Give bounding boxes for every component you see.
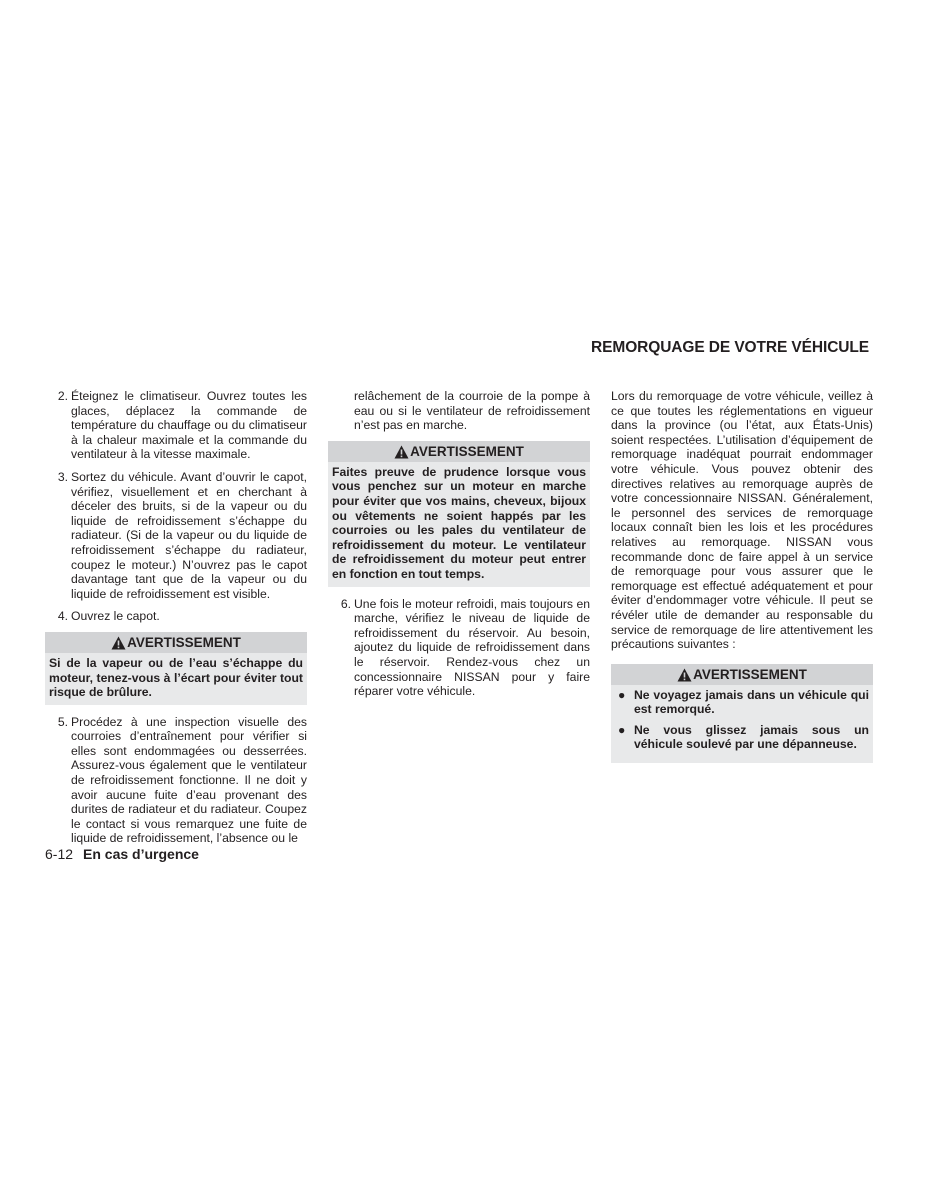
page-footer xyxy=(45,846,199,862)
column-2 xyxy=(328,389,590,707)
item-number: 6. xyxy=(340,596,351,611)
item-text: Éteignez le climatiseur. Ouvrez toutes les glaces, déplacez la commande de température du chauffage ou du climatiseur à la chaleur maximale et la commande du ventilateur à la vitesse maximale. xyxy=(71,389,307,462)
warning-triangle-icon xyxy=(394,445,409,459)
bullet-icon: ● xyxy=(618,687,626,702)
towing-paragraph: Lors du remorquage de votre véhicule, veillez à ce que toutes les réglementations en vigueur dans la province (ou l’état, aux États-Unis) soient respectées. L’utilisation d’équipement de remorquage inadéquat pourrait endommager votre véhicule. Vous pouvez obtenir des directives relatives au remorquage auprès de votre concessionnaire NISSAN. Généralement, le personnel des services de remorquage locaux connaît bien les lois et les procédures relatives au remorquage. NISSAN vous recommande donc de faire appel à un service de remorquage pour vous assurer que le remorquage est effectué adéquatement et pour éviter d’endommager votre véhicule. Il peut se révéler utile de demander au responsable du service de remorquage de lire attentivement les précautions suivantes : xyxy=(611,389,873,652)
list-item xyxy=(328,597,590,699)
item-text: Procédez à une inspection visuelle des courroies d’entraînement pour vérifier si elles sont endommagées ou desserrées. Assurez-vous également que le ventilateur de refroidissement fonctionne. Il ne doit y avoir aucune fuite d’eau provenant des durites de radiateur et du radiateur. Coupez le contact si vous remarquez une fuite de liquide de refroidissement, l’absence ou le xyxy=(71,714,307,846)
warning-header xyxy=(45,632,307,653)
warning-triangle-icon xyxy=(111,636,126,650)
item-number: 4. xyxy=(57,609,68,624)
continued-text: relâchement de la courroie de la pompe à eau ou si le ventilateur de refroidissement n’est pas en marche. xyxy=(354,389,590,433)
item-number: 2. xyxy=(57,389,68,403)
warning-bullets xyxy=(611,685,873,763)
warning-text: Si de la vapeur ou de l’eau s’échappe du moteur, tenez-vous à l’écart pour éviter tout risque de brûlure. xyxy=(45,653,307,705)
warning-header xyxy=(611,664,873,685)
bullet-item xyxy=(615,688,869,717)
bullet-item xyxy=(615,723,869,752)
item-number: 3. xyxy=(57,469,68,484)
warning-box xyxy=(328,441,590,587)
list-item xyxy=(45,715,307,846)
warning-text: Faites preuve de prudence lorsque vous vous penchez sur un moteur en marche pour éviter que vos mains, cheveux, bijoux ou vêtements ne soient happés par les courroies ou les pales du ventilateur de refroidissement du moteur. Le ventilateur de refroidissement du moteur peut entrer en fonction en tout temps. xyxy=(328,462,590,587)
warning-label: AVERTISSEMENT xyxy=(127,634,241,650)
list-item xyxy=(45,389,307,462)
list-item xyxy=(45,609,307,624)
warning-box xyxy=(45,632,307,705)
warning-box xyxy=(611,664,873,763)
item-number: 5. xyxy=(57,714,68,729)
section-title: REMORQUAGE DE VOTRE VÉHICULE xyxy=(591,339,869,356)
list-item xyxy=(45,470,307,601)
bullet-text: Ne voyagez jamais dans un véhicule qui est remorqué. xyxy=(634,687,869,717)
bullet-text: Ne vous glissez jamais sous un véhicule soulevé par une dépanneuse. xyxy=(634,722,869,752)
item-text: Ouvrez le capot. xyxy=(71,609,160,624)
warning-label: AVERTISSEMENT xyxy=(410,443,524,459)
warning-header xyxy=(328,441,590,462)
warning-label: AVERTISSEMENT xyxy=(693,666,807,682)
bullet-icon: ● xyxy=(618,722,626,737)
warning-triangle-icon xyxy=(677,668,692,682)
item-text: Sortez du véhicule. Avant d’ouvrir le capot, vérifiez, visuellement et en cherchant à déceler des bruits, si de la vapeur ou du liquide de refroidissement s’échappe du radiateur. (Si de la vapeur ou du liquide de refroidissement s’échappe du radiateur, coupez le moteur.) N’ouvrez pas le capot davantage tant que de la vapeur ou du liquide de refroidissement est visible. xyxy=(71,469,307,601)
column-1 xyxy=(45,389,307,854)
page-number: 6-12 xyxy=(45,846,74,862)
item-text: Une fois le moteur refroidi, mais toujours en marche, vérifiez le niveau de liquide de refroidissement du réservoir. Au besoin, ajoutez du liquide de refroidissement dans le réservoir. Rendez-vous chez un concessionnaire NISSAN pour y faire réparer votre véhicule. xyxy=(354,596,590,699)
footer-section-title: En cas d’urgence xyxy=(83,846,199,862)
column-3 xyxy=(611,389,873,773)
